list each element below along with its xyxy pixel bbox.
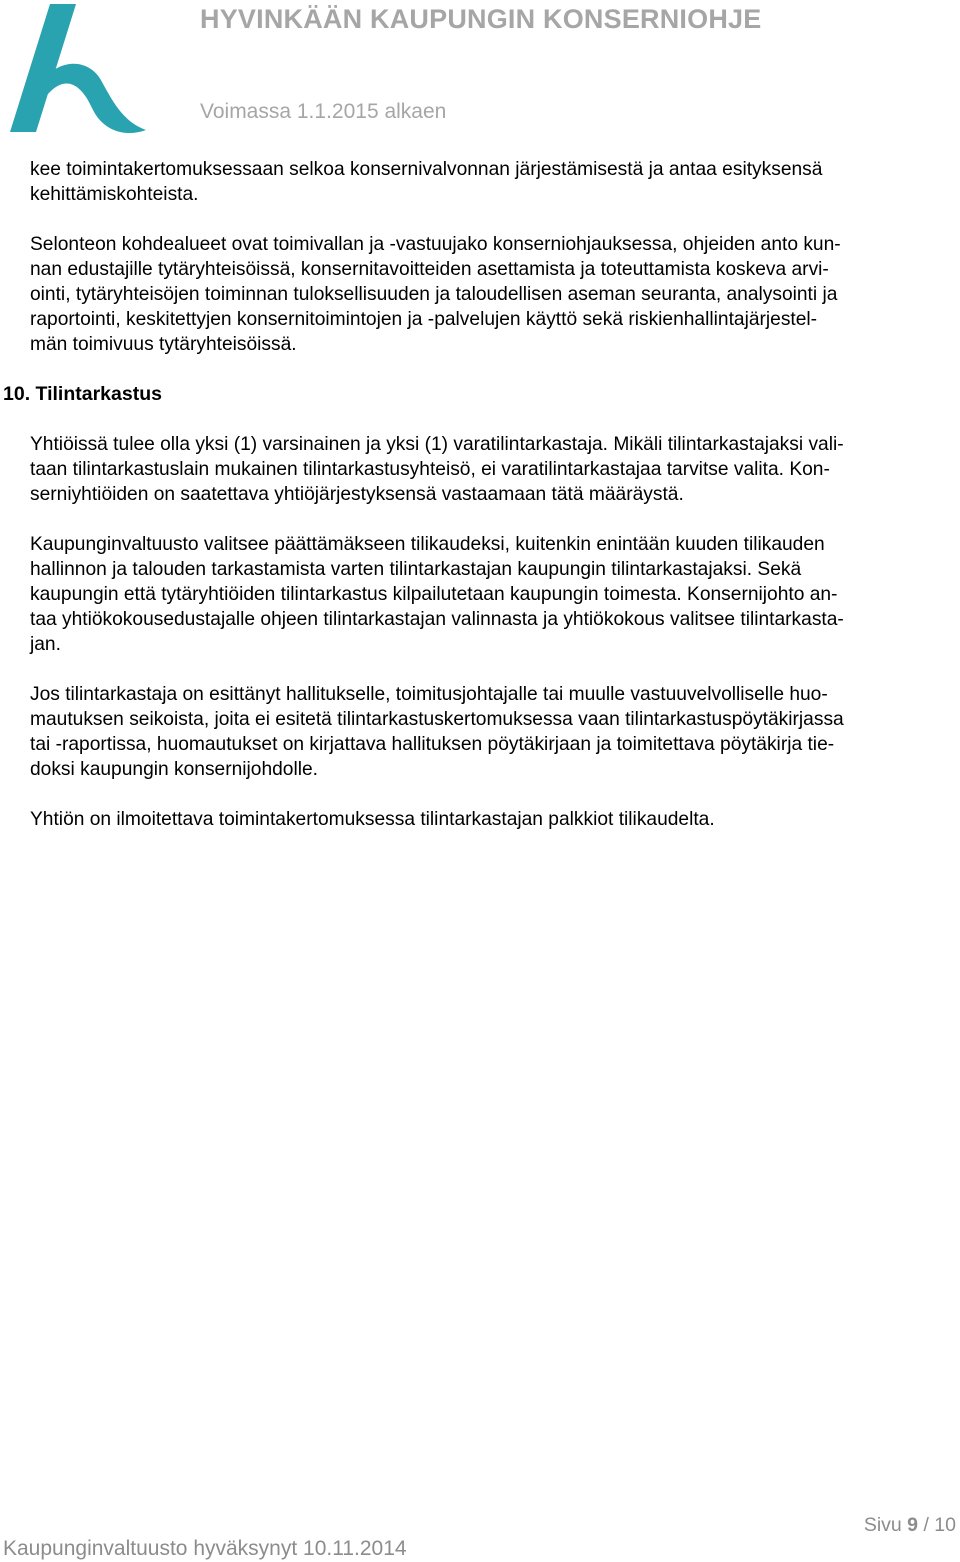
- approval-note: Kaupunginvaltuusto hyväksynyt 10.11.2014: [3, 1537, 407, 1560]
- text-line: ointi, tytäryhteisöjen toiminnan tuloksellisuuden ja taloudellisen aseman seuranta, analysointi ja: [30, 284, 838, 305]
- text-line: män toimivuus tytäryhteisöissä.: [30, 334, 297, 355]
- paragraph-huomautus: [30, 682, 958, 782]
- text-line: jan.: [30, 634, 61, 655]
- text-line: raportointi, keskitettyjen konsernitoimintojen ja -palvelujen käyttö sekä riskienhallintajärjestel-: [30, 309, 818, 330]
- text-line: taan tilintarkastuslain mukainen tilintarkastusyhteisö, ei varatilintarkastajaa tarvitse valita. Kon-: [30, 459, 830, 480]
- text-line: kaupungin että tytäryhtiöiden tilintarkastus kilpailutetaan kaupungin toimesta. Konsernijohto an-: [30, 584, 838, 605]
- document-body: [30, 157, 958, 857]
- page-total: 10: [934, 1514, 956, 1536]
- page-prefix: Sivu: [863, 1514, 908, 1536]
- text-line: Jos tilintarkastaja on esittänyt hallitukselle, toimitusjohtajalle tai muulle vastuuvelvolliselle huo-: [30, 684, 828, 705]
- text-line: kee toimintakertomuksessaan selkoa konsernivalvonnan järjestämisestä ja antaa esityksensä: [30, 159, 823, 180]
- text-line: Selonteon kohdealueet ovat toimivallan ja -vastuujako konserniohjauksessa, ohjeiden anto kun-: [30, 234, 841, 255]
- text-line: taa yhtiökokousedustajalle ohjeen tilintarkastajan valinnasta ja yhtiökokous valitsee tilintarkasta-: [30, 609, 844, 630]
- paragraph-yhtioissa: [30, 432, 958, 507]
- text-line: mautuksen seikoista, joita ei esitetä tilintarkastuskertomuksessa vaan tilintarkastuspöytäkirjassa: [30, 709, 844, 730]
- text-line: Yhtiöissä tulee olla yksi (1) varsinainen ja yksi (1) varatilintarkastaja. Mikäli tilintarkastajaksi vali-: [30, 434, 844, 455]
- paragraph-continued: [30, 157, 958, 207]
- page-current: 9: [907, 1514, 919, 1536]
- paragraph-palkkiot: [30, 807, 958, 832]
- text-line: Kaupunginvaltuusto valitsee päättämäkseen tilikaudeksi, kuitenkin enintään kuuden tilikauden: [30, 534, 825, 555]
- section-heading: 10. Tilintarkastus: [3, 383, 162, 405]
- text-line: nan edustajille tytäryhteisöissä, konsernitavoitteiden asettamista ja toteuttamista koskeva arvi-: [30, 259, 829, 280]
- text-line: tai -raportissa, huomautukset on kirjattava hallituksen pöytäkirjaan ja toimitettava pöytäkirja tie-: [30, 734, 835, 755]
- text-line: doksi kaupungin konsernijohdolle.: [30, 759, 319, 780]
- text-line: kehittämiskohteista.: [30, 184, 199, 205]
- heading-spacer: [30, 382, 958, 407]
- text-line: Yhtiön on ilmoitettava toimintakertomuksessa tilintarkastajan palkkiot tilikaudelta.: [30, 809, 715, 830]
- page-number: [864, 1514, 956, 1537]
- text-line: serniyhtiöiden on saatettava yhtiöjärjestyksensä vastaamaan tätä määräystä.: [30, 484, 684, 505]
- validity-date: Voimassa 1.1.2015 alkaen: [200, 100, 447, 123]
- text-line: hallinnon ja talouden tarkastamista varten tilintarkastajan kaupungin tilintarkastajaksi. Sekä: [30, 559, 802, 580]
- page-separator: /: [918, 1514, 935, 1536]
- paragraph-valtuusto: [30, 532, 958, 657]
- document-title: HYVINKÄÄN KAUPUNGIN KONSERNIOHJE: [200, 4, 762, 34]
- paragraph-selonteko: [30, 232, 958, 357]
- hyvinkaa-h-logo-icon: [6, 4, 146, 136]
